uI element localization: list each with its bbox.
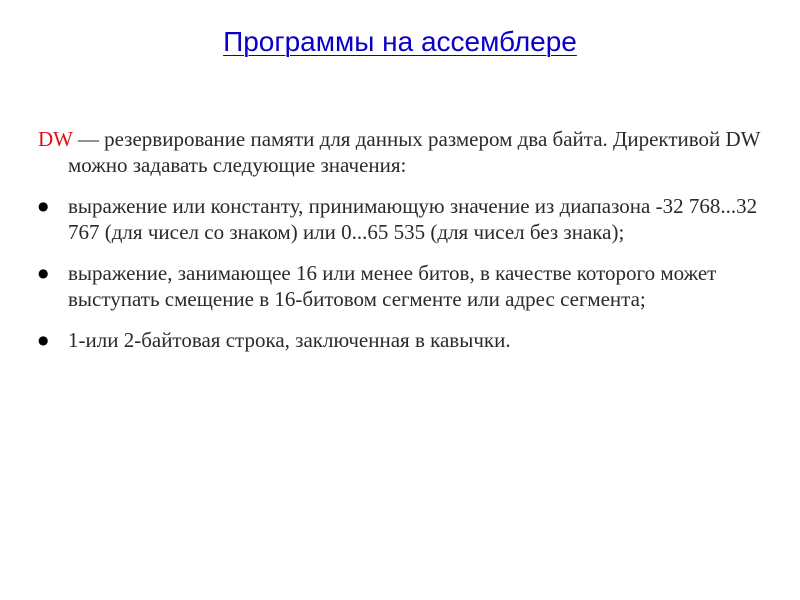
list-item	[38, 260, 778, 312]
bullet-icon: ●	[38, 266, 49, 280]
list-item-text: выражение, занимающее 16 или менее битов, в качестве которого может выступать смещение в 16-битовом сегменте или адрес сегмента;	[68, 261, 717, 311]
intro-paragraph	[38, 126, 778, 178]
intro-text: — резервирование памяти для данных размером два байта. Директивой DW можно задавать следующие значения:	[68, 127, 761, 177]
slide-body	[38, 126, 778, 368]
bullet-icon: ●	[38, 333, 49, 347]
list-item	[38, 193, 778, 245]
values-list	[38, 193, 778, 353]
bullet-icon: ●	[38, 199, 49, 213]
list-item-text: выражение или константу, принимающую значение из диапазона -32 768...32 767 (для чисел со знаком) или 0...65 535 (для чисел без знака);	[68, 194, 758, 244]
slide-title: Программы на ассемблере	[223, 26, 577, 57]
directive-keyword: DW	[38, 127, 73, 151]
list-item	[38, 327, 778, 353]
list-item-text: 1-или 2-байтовая строка, заключенная в кавычки.	[68, 328, 511, 352]
